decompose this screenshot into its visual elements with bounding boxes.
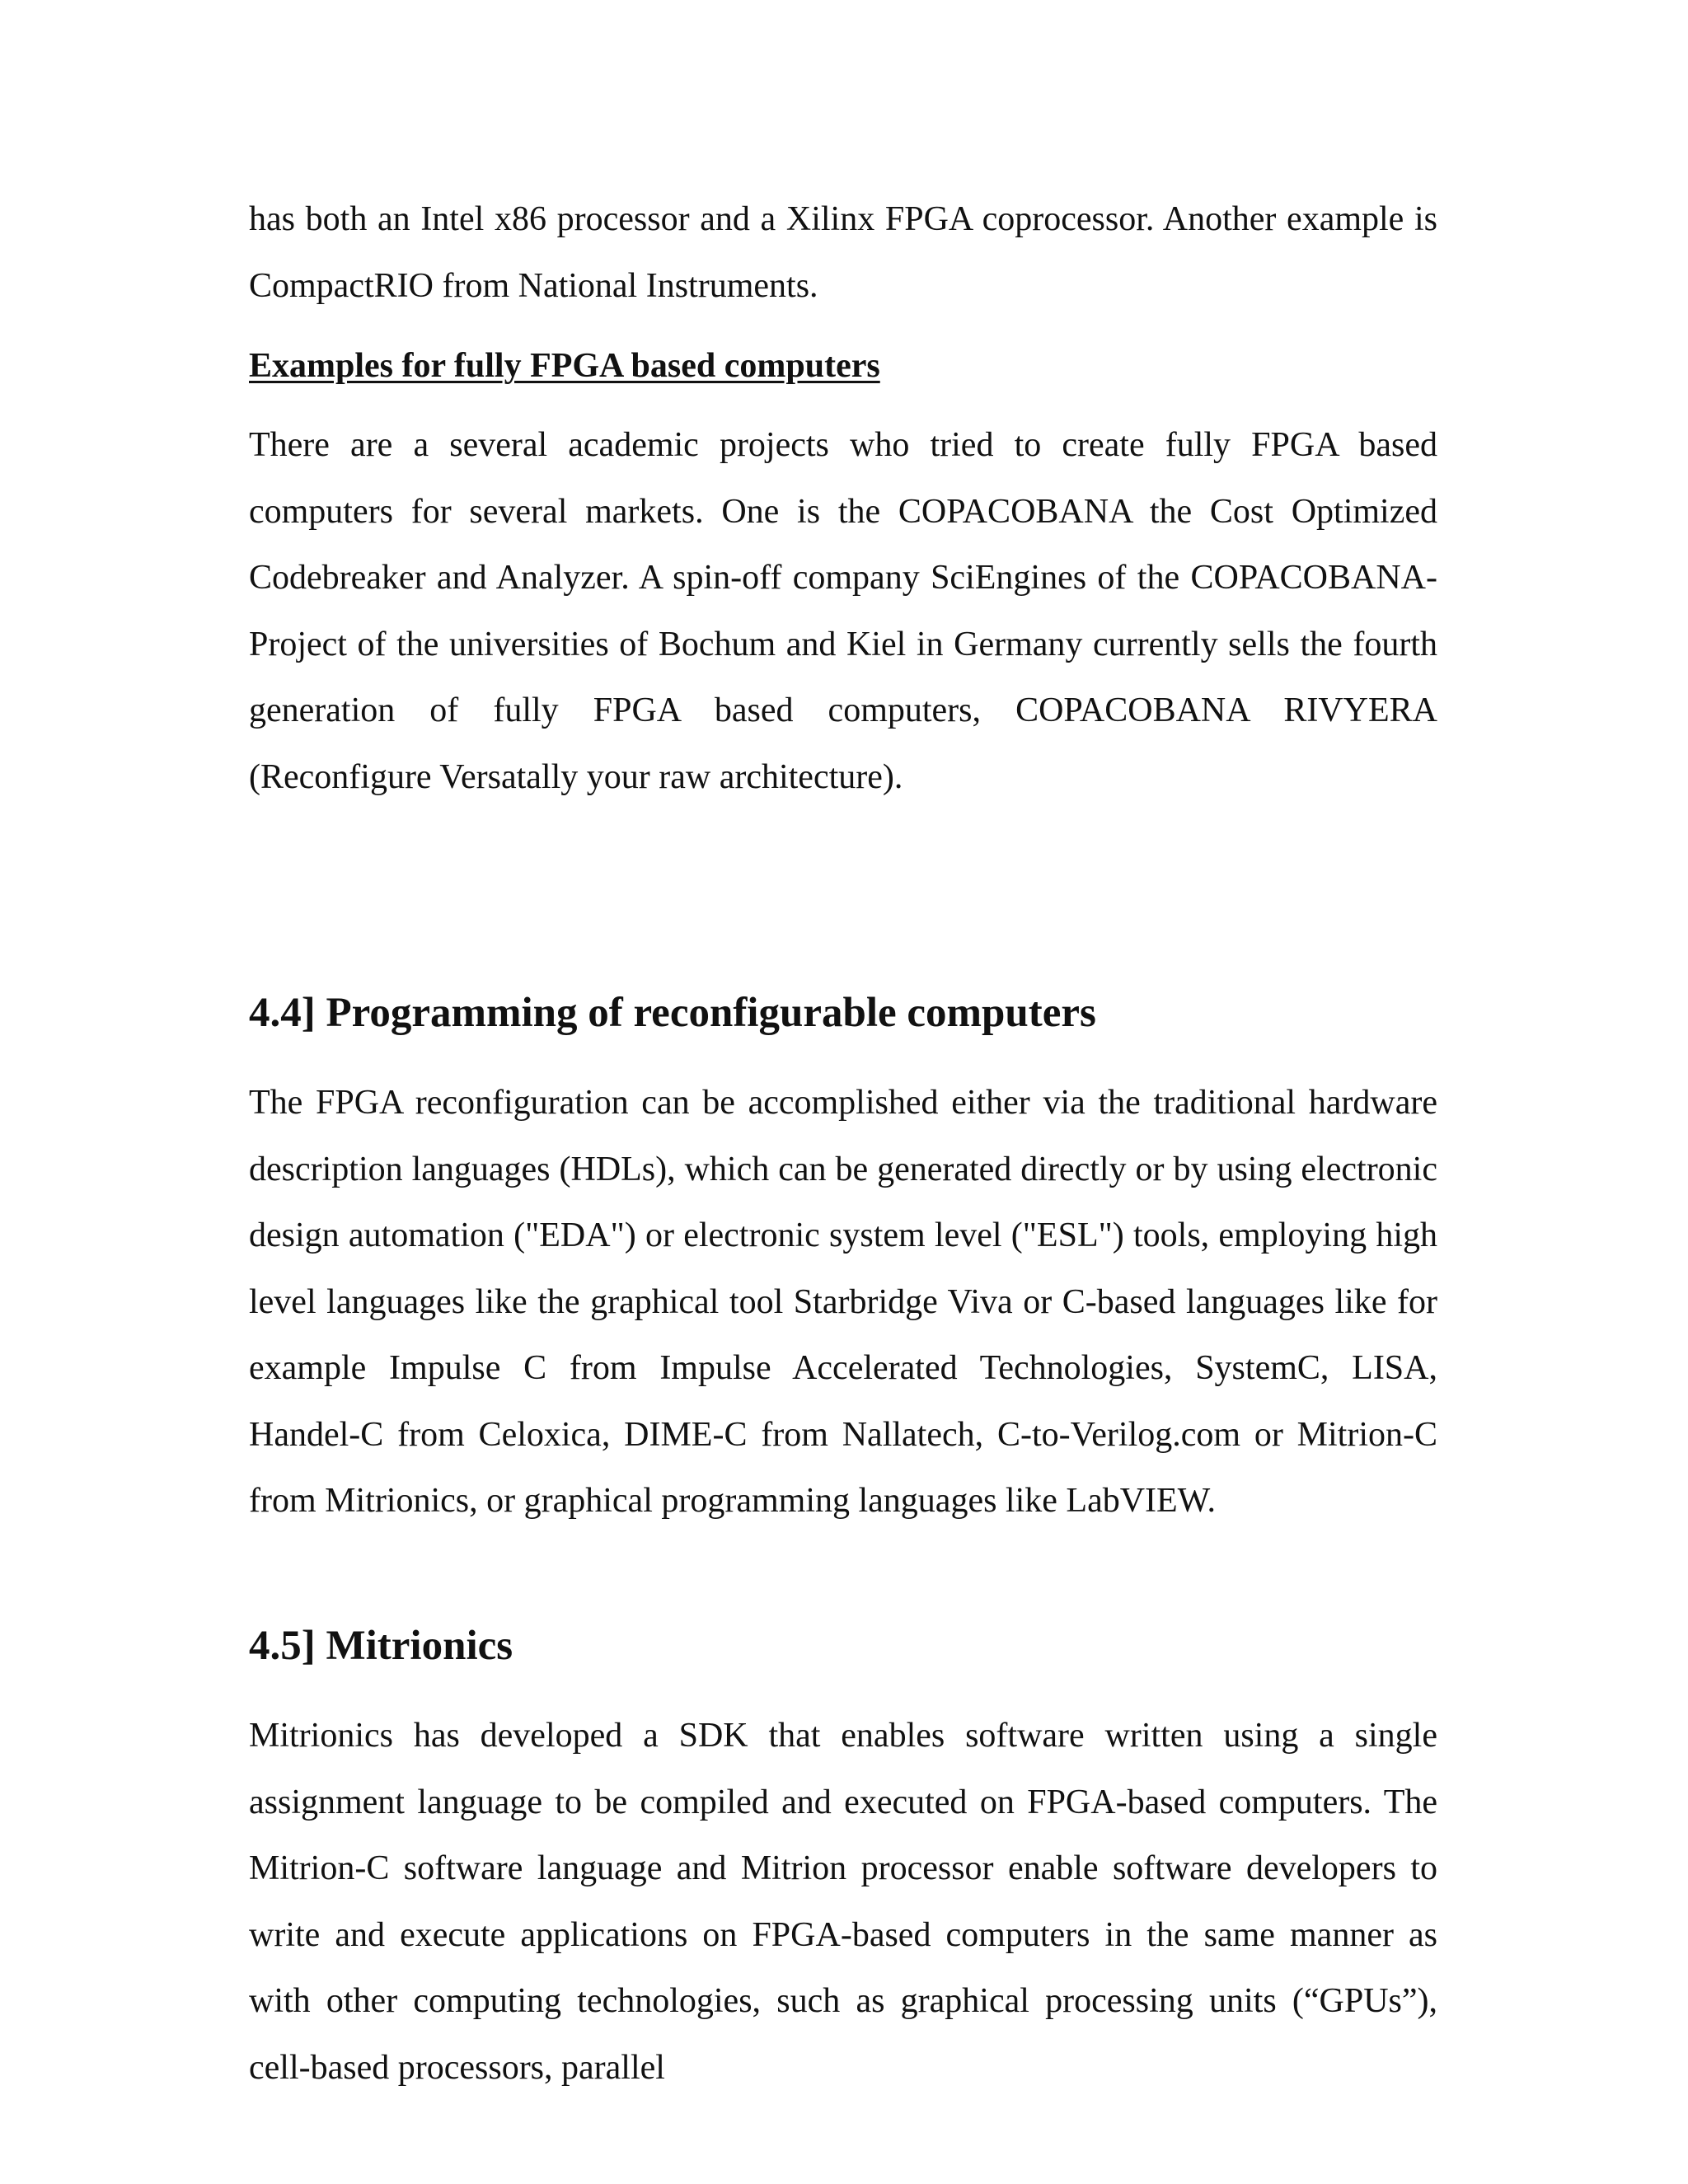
programming-paragraph: The FPGA reconfiguration can be accomplished either via the traditional hardware description languages (HDLs), which can be generated directly or by using electronic design automation ("EDA") or electronic system level ("ESL") tools, employing high level languages like the graphical tool Starbridge Viva or C-based languages like for example Impulse C from Impulse Accelerated Technologies, SystemC, LISA, Handel-C from Celoxica, DIME-C from Nallatech, C-to-Verilog.com or Mitrion-C from Mitrionics, or graphical programming languages like LabVIEW. (249, 1084, 1437, 1520)
intro-paragraph: has both an Intel x86 processor and a Xilinx FPGA coprocessor. Another example is CompactRIO from National Instruments. (249, 200, 1437, 305)
section-4-4-heading: 4.4] Programming of reconfigurable computers (249, 990, 1096, 1036)
fpga-examples-subheading: Examples for fully FPGA based computers (249, 347, 880, 385)
section-4-5-heading: 4.5] Mitrionics (249, 1623, 513, 1669)
fpga-examples-paragraph: There are a several academic projects who tried to create fully FPGA based computers for several markets. One is the COPACOBANA the Cost Optimized Codebreaker and Analyzer. A spin-off company SciEngines of the COPACOBANA-Project of the universities of Bochum and Kiel in Germany currently sells the fourth generation of fully FPGA based computers, COPACOBANA RIVYERA (Reconfigure Versatally your raw architecture). (249, 426, 1437, 796)
mitrionics-paragraph: Mitrionics has developed a SDK that enables software written using a single assignment language to be compiled and executed on FPGA-based computers. The Mitrion-C software language and Mitrion processor enable software developers to write and execute applications on FPGA-based computers in the same manner as with other computing technologies, such as graphical processing units (“GPUs”), cell-based processors, parallel (249, 1717, 1437, 2087)
